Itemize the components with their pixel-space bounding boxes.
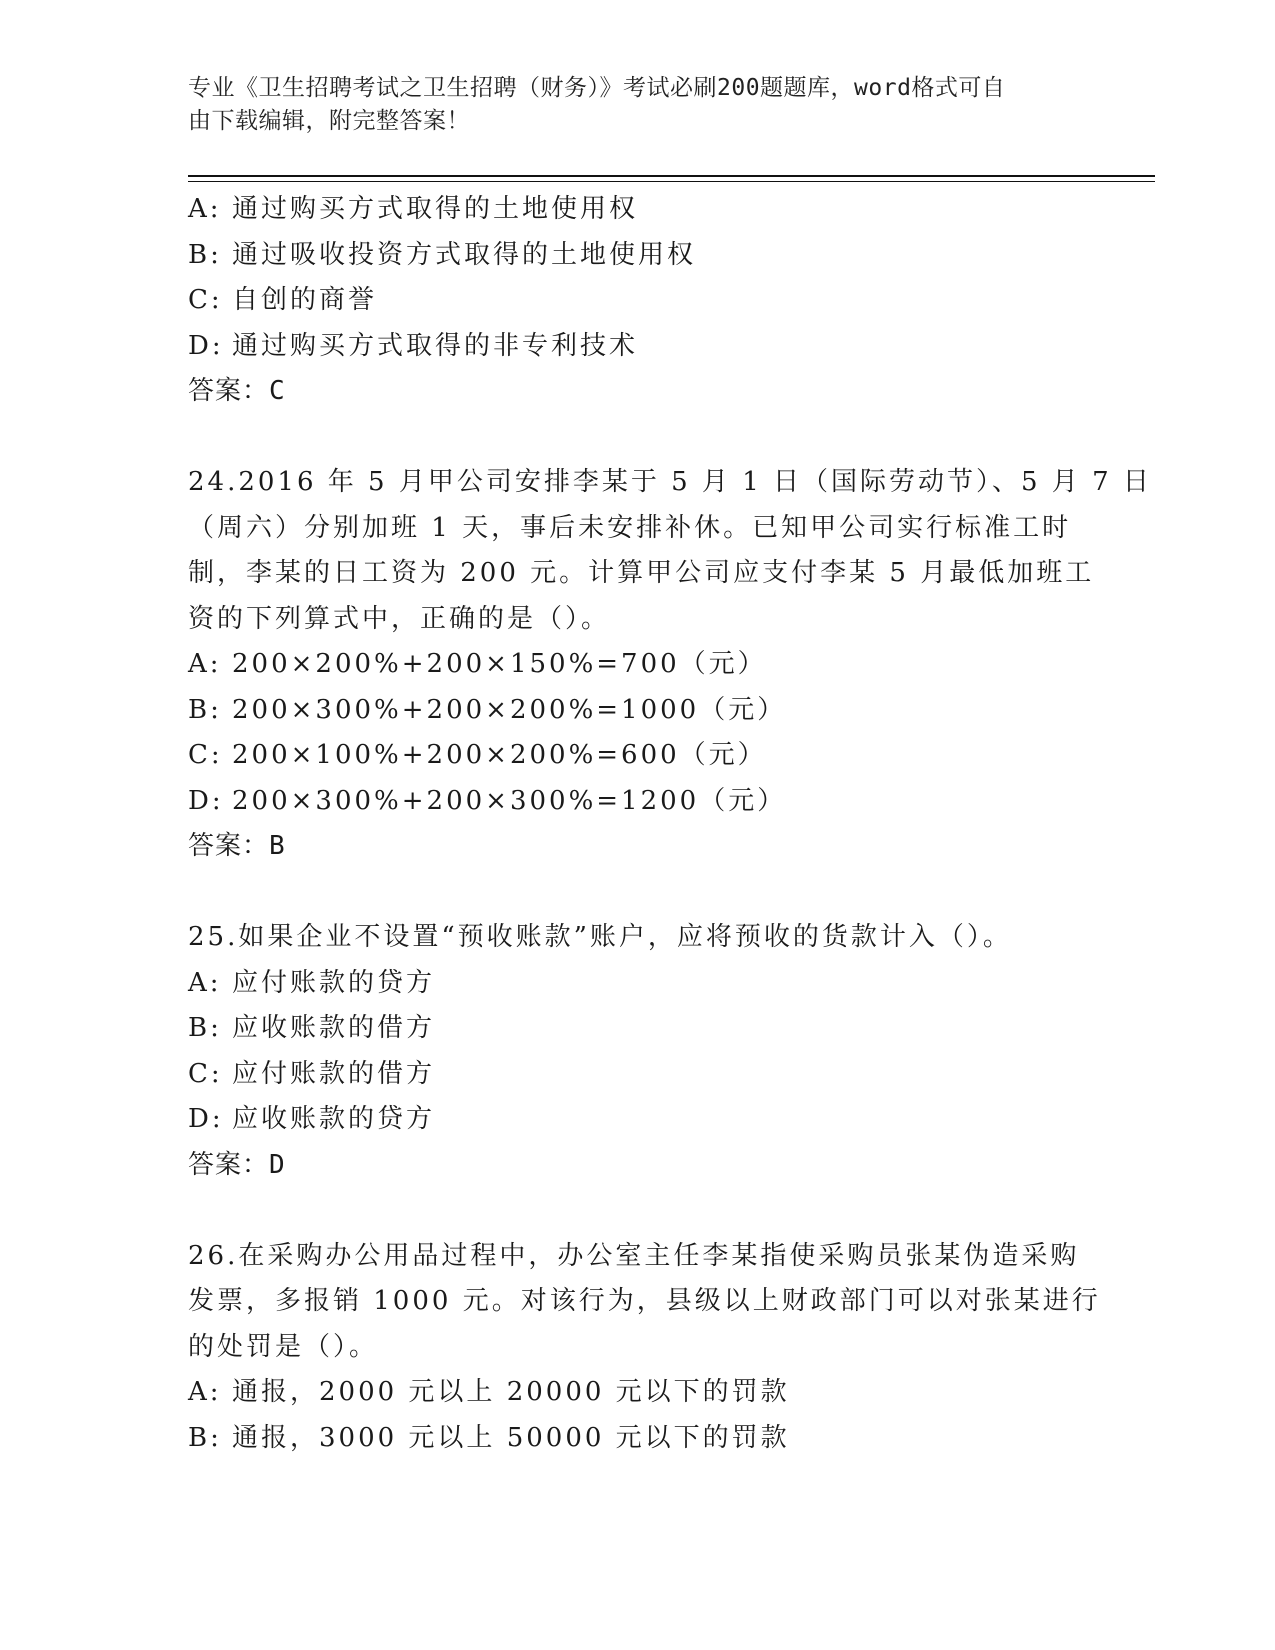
question-25 xyxy=(188,915,1088,1188)
option-a: A: 通过购买方式取得的土地使用权 xyxy=(188,194,639,224)
option-b: B: 通报，3000 元以上 50000 元以下的罚款 xyxy=(188,1422,790,1453)
question-stem-line: （周六）分别加班 1 天，事后未安排补休。已知甲公司实行标准工时 xyxy=(188,512,1072,543)
option-a: A: 应付账款的贷方 xyxy=(188,967,436,998)
question-stem-line: 24.2016 年 5 月甲公司安排李某于 5 月 1 日（国际劳动节）、5 月 7 日 xyxy=(188,467,1152,497)
spacer xyxy=(188,415,1088,461)
question-23 xyxy=(188,187,1088,415)
question-stem-line: 制，李某的日工资为 200 元。计算甲公司应支付李某 5 月最低加班工 xyxy=(188,558,1095,588)
header-divider-thin xyxy=(188,181,1155,182)
question-26 xyxy=(188,1234,1101,1462)
answer: 答案：B xyxy=(188,831,286,861)
answer: 答案：C xyxy=(188,376,286,406)
spacer xyxy=(188,870,1088,916)
answer: 答案：D xyxy=(188,1149,286,1180)
question-stem-line: 资的下列算式中，正确的是（）。 xyxy=(188,603,611,634)
option-b: B: 通过吸收投资方式取得的土地使用权 xyxy=(188,239,697,270)
option-c: C: 200×100%+200×200%=600（元） xyxy=(188,740,767,770)
option-b: B: 200×300%+200×200%=1000（元） xyxy=(188,694,787,725)
header-divider-thick xyxy=(188,175,1155,177)
document-header xyxy=(188,72,1068,138)
option-c: C: 应付账款的借方 xyxy=(188,1058,436,1089)
option-d: D: 200×300%+200×300%=1200（元） xyxy=(188,785,787,816)
header-line-1: 专业《卫生招聘考试之卫生招聘（财务）》考试必刷200题题库，word格式可自 xyxy=(188,75,1006,101)
header-line-2: 由下载编辑，附完整答案！ xyxy=(188,108,470,134)
question-stem-line: 26.在采购办公用品过程中，办公室主任李某指使采购员张某伪造采购 xyxy=(188,1240,1080,1271)
spacer xyxy=(188,1188,1088,1234)
question-stem-line: 25.如果企业不设置“预收账款”账户，应将预收的货款计入（）。 xyxy=(188,922,1012,952)
option-c: C: 自创的商誉 xyxy=(188,285,378,315)
option-d: D: 通过购买方式取得的非专利技术 xyxy=(188,330,639,361)
option-a: A: 200×200%+200×150%=700（元） xyxy=(188,649,767,679)
option-a: A: 通报，2000 元以上 20000 元以下的罚款 xyxy=(188,1377,790,1407)
question-24 xyxy=(188,460,1152,870)
option-d: D: 应收账款的贷方 xyxy=(188,1104,436,1134)
question-stem-line: 发票，多报销 1000 元。对该行为，县级以上财政部门可以对张某进行 xyxy=(188,1286,1101,1316)
question-stem-line: 的处罚是（）。 xyxy=(188,1331,379,1362)
option-b: B: 应收账款的借方 xyxy=(188,1013,436,1043)
question-list xyxy=(188,187,1152,1461)
